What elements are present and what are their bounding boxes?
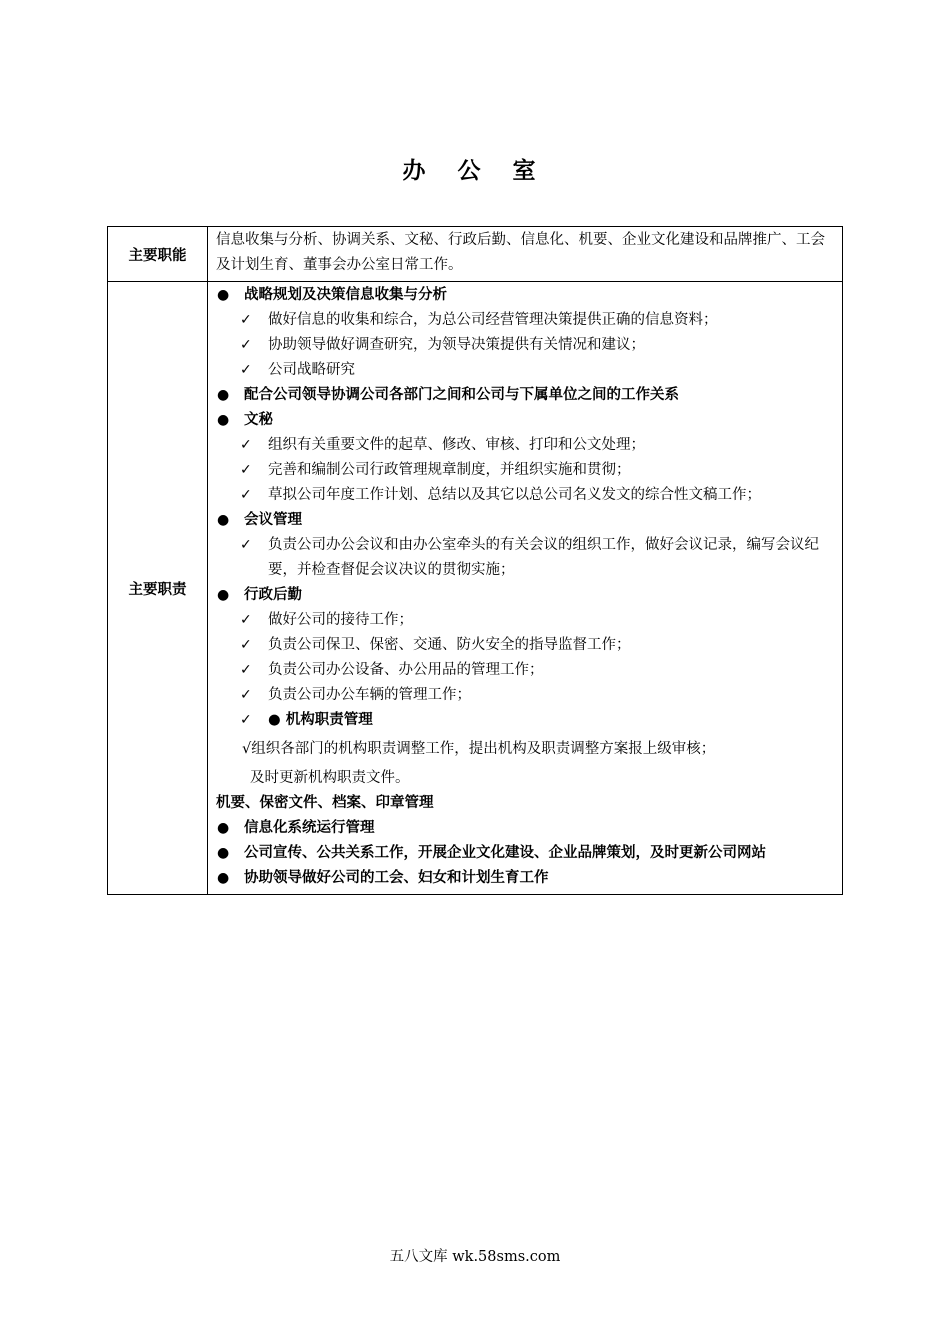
- section-title: 行政后勤: [244, 587, 302, 603]
- item-text: 组织有关重要文件的起草、修改、审核、打印和公文处理；: [268, 437, 645, 453]
- section-it: [216, 816, 834, 841]
- list-item: [216, 533, 834, 583]
- section-union: [216, 866, 834, 891]
- bullet-icon: ●: [217, 512, 230, 528]
- item-text: 负责公司办公设备、办公用品的管理工作；: [268, 662, 544, 678]
- list-item: [216, 683, 834, 708]
- section-title: 战略规划及决策信息收集与分析: [244, 287, 447, 303]
- list-item: [216, 483, 834, 508]
- check-icon: ✓: [240, 337, 252, 353]
- nested-section-title: ● 机构职责管理: [268, 712, 373, 728]
- check-icon: ✓: [240, 462, 252, 478]
- list-item: [216, 633, 834, 658]
- bullet-icon: ●: [217, 387, 230, 403]
- check-icon: ✓: [240, 637, 252, 653]
- section-meetings: [216, 508, 834, 533]
- bullet-icon: ●: [217, 587, 230, 603]
- list-item: [216, 658, 834, 683]
- section-strategy: [216, 283, 834, 308]
- bullet-icon: ●: [217, 870, 230, 886]
- check-icon: ✓: [240, 612, 252, 628]
- bullet-icon: ●: [217, 287, 230, 303]
- item-text: 负责公司办公车辆的管理工作；: [268, 687, 471, 703]
- functions-label: 主要职能: [108, 227, 208, 282]
- section-coordination: [216, 383, 834, 408]
- section-title: 协助领导做好公司的工会、妇女和计划生育工作: [244, 870, 549, 886]
- duties-label: 主要职责: [108, 282, 208, 895]
- bullet-icon: ●: [217, 845, 230, 861]
- item-text: 草拟公司年度工作计划、总结以及其它以总公司名义发文的综合性文稿工作；: [268, 487, 761, 503]
- duties-row: [108, 282, 843, 895]
- org-line-2: 及时更新机构职责文件。: [250, 770, 410, 786]
- item-text: 做好信息的收集和综合，为总公司经营管理决策提供正确的信息资料；: [268, 312, 718, 328]
- functions-text: 信息收集与分析、协调关系、文秘、行政后勤、信息化、机要、企业文化建设和品牌推广、工会及计划生育、董事会办公室日常工作。: [208, 227, 843, 282]
- section-secretarial: [216, 408, 834, 433]
- check-icon: ✓: [240, 687, 252, 703]
- section-publicity: [216, 841, 834, 866]
- section-title: 会议管理: [244, 512, 302, 528]
- list-item: [216, 308, 834, 333]
- check-icon: ✓: [240, 662, 252, 678]
- section-logistics: [216, 583, 834, 608]
- list-item: [216, 333, 834, 358]
- bullet-icon: ●: [217, 412, 230, 428]
- item-text: 负责公司保卫、保密、交通、防火安全的指导监督工作；: [268, 637, 631, 653]
- item-text: 做好公司的接待工作；: [268, 612, 413, 628]
- list-item: [216, 608, 834, 633]
- section-title: 配合公司领导协调公司各部门之间和公司与下属单位之间的工作关系: [244, 387, 679, 403]
- item-text: 公司战略研究: [268, 362, 355, 378]
- list-item: [216, 708, 834, 733]
- item-text: 负责公司办公会议和由办公室牵头的有关会议的组织工作，做好会议记录，编写会议纪要，并检查督促会议决议的贯彻实施；: [268, 537, 819, 578]
- page-title: 办 公 室: [402, 158, 548, 184]
- check-icon: ✓: [240, 712, 252, 728]
- list-item: [216, 358, 834, 383]
- check-icon: ✓: [240, 487, 252, 503]
- duty-table: [107, 226, 843, 895]
- footer-watermark: 五八文库 wk.58sms.com: [389, 1249, 561, 1265]
- duties-content: [208, 282, 843, 895]
- functions-row: [108, 227, 843, 282]
- org-line-1: √组织各部门的机构职责调整工作，提出机构及职责调整方案报上级审核；: [242, 741, 716, 757]
- list-item: [216, 433, 834, 458]
- check-icon: ✓: [240, 362, 252, 378]
- check-icon: ✓: [240, 437, 252, 453]
- confidential-line: 机要、保密文件、档案、印章管理: [216, 795, 434, 811]
- check-icon: ✓: [240, 312, 252, 328]
- bullet-icon: ●: [217, 820, 230, 836]
- item-text: 协助领导做好调查研究，为领导决策提供有关情况和建议；: [268, 337, 645, 353]
- section-title: 文秘: [244, 412, 273, 428]
- section-title: 信息化系统运行管理: [244, 820, 375, 836]
- section-title: 公司宣传、公共关系工作，开展企业文化建设、企业品牌策划，及时更新公司网站: [244, 845, 766, 861]
- check-icon: ✓: [240, 537, 252, 553]
- item-text: 完善和编制公司行政管理规章制度，并组织实施和贯彻；: [268, 462, 631, 478]
- list-item: [216, 458, 834, 483]
